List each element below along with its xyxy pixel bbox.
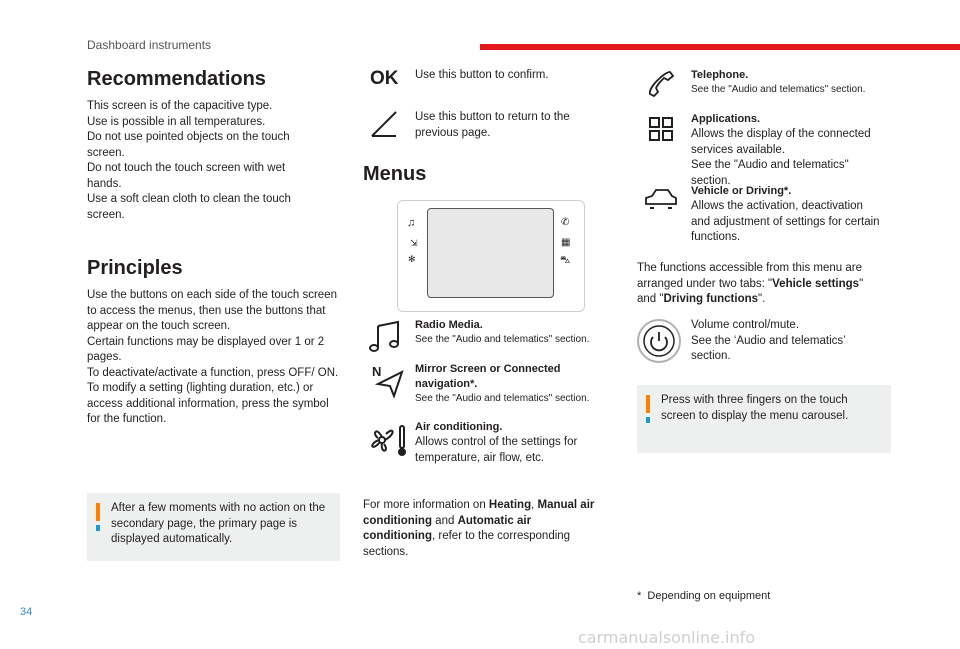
menus-heading: Menus: [363, 163, 427, 185]
principles-text: [87, 288, 345, 428]
more-info-comma: ,: [531, 499, 538, 511]
menu-item-air-conditioning: [415, 420, 615, 466]
principles-paragraph: To modify a setting (lighting duration, etc.) or access additional information, press the symbol for the function.: [87, 382, 329, 425]
menu-item-vehicle: [691, 184, 883, 246]
footnote-text: Depending on equipment: [647, 590, 771, 602]
principles-paragraph: Use the buttons on each side of the touch screen to access the menus, then use the buttons that appear on the touch screen.: [87, 289, 337, 332]
rec-line: Use is possible in all temperatures.: [87, 115, 266, 128]
recommendations-heading: Recommendations: [87, 68, 266, 90]
menu-item-sub: See the "Audio and telematics" section.: [415, 393, 590, 404]
note-marker-icon: [96, 503, 100, 521]
air-conditioning-icon: [368, 420, 408, 460]
recommendations-text: [87, 99, 319, 223]
applications-icon: [648, 116, 674, 142]
vehicle-icon: [644, 186, 678, 212]
telephone-icon: [646, 68, 676, 98]
principles-paragraph: To deactivate/activate a function, press OFF/ ON.: [87, 366, 339, 379]
tab-driving-functions: Driving functions: [663, 293, 759, 305]
music-note-icon: [368, 318, 404, 354]
menu-item-sub: Allows control of the settings for temperature, air flow, etc.: [415, 436, 578, 464]
tabs-mid: " and ": [637, 277, 864, 305]
menu-item-line: Allows the display of the connected services available.: [691, 128, 871, 156]
menu-item-sub: See the "Audio and telematics" section.: [415, 334, 590, 345]
touchscreen-illustration: [397, 200, 585, 312]
page-number: 34: [20, 606, 33, 618]
rec-line: Use a soft clean cloth to clean the touch screen.: [87, 193, 291, 221]
carousel-note: [637, 385, 891, 453]
principles-note-text: After a few moments with no action on the secondary page, the primary page is displayed automatically.: [111, 502, 326, 545]
principles-note: [87, 493, 340, 561]
back-description: Use this button to return to the previous page.: [415, 111, 570, 139]
menu-item-applications: [691, 112, 881, 189]
header-title: Dashboard instruments: [87, 38, 212, 52]
mirror-screen-icon: ⇲: [410, 238, 418, 248]
volume-control: [691, 318, 876, 365]
volume-power-knob-icon: [636, 318, 682, 364]
menu-item-sub: See the "Audio and telematics" section.: [691, 84, 866, 95]
more-info-auto: Automatic air conditioning: [363, 514, 532, 542]
menu-item-title: Air conditioning.: [415, 421, 503, 433]
carousel-note-text: Press with three fingers on the touch screen to display the menu carousel.: [661, 394, 849, 422]
principles-heading: Principles: [87, 257, 183, 279]
ok-description: Use this button to confirm.: [415, 69, 549, 81]
footnote: [637, 590, 770, 602]
more-info-manual: Manual air conditioning: [363, 499, 595, 527]
volume-title: Volume control/mute.: [691, 319, 800, 331]
menu-item-telephone: [691, 68, 901, 97]
screen-display: [427, 208, 554, 298]
rec-line: Do not touch the touch screen with wet hands.: [87, 162, 286, 190]
menu-item-line: See the "Audio and telematics" section.: [691, 159, 849, 187]
svg-text:N: N: [372, 364, 382, 379]
rec-line: Do not use pointed objects on the touch screen.: [87, 131, 290, 159]
menu-item-sub: Allows the activation, deactivation and adjustment of settings for certain functions.: [691, 200, 880, 243]
menu-item-title: Applications.: [691, 113, 761, 125]
principles-paragraph: Certain functions may be displayed over 1 or 2 pages.: [87, 335, 325, 363]
menu-item-title: Mirror Screen or Connected navigation*.: [415, 363, 561, 390]
more-info-suffix: , refer to the corresponding sections.: [363, 530, 571, 558]
note-marker-icon: [646, 395, 650, 413]
ok-icon: OK: [370, 68, 399, 89]
tab-vehicle-settings: Vehicle settings: [772, 277, 860, 290]
header-accent-bar: [480, 44, 960, 50]
vehicle-icon: ⛍: [560, 255, 571, 266]
menu-item-mirror: [415, 362, 625, 406]
mirror-screen-icon: [370, 362, 406, 398]
back-arrow-icon: [368, 110, 400, 140]
note-marker-icon: [646, 417, 650, 423]
music-note-icon: ♫: [407, 217, 416, 229]
menu-item-title: Telephone.: [691, 69, 749, 81]
tabs-prefix: The functions accessible from this menu are arranged under two tabs: ": [637, 262, 862, 290]
air-conditioning-icon: ✻: [408, 254, 416, 264]
watermark: carmanualsonline.info: [578, 628, 756, 647]
footnote-star: *: [637, 590, 642, 602]
tabs-suffix: ".: [758, 293, 766, 305]
note-marker-icon: [96, 525, 100, 531]
more-info-and: and: [431, 514, 458, 527]
applications-icon: ▦: [561, 237, 571, 248]
tabs-text: [637, 261, 885, 308]
menu-item-title: Radio Media.: [415, 319, 483, 331]
rec-line: This screen is of the capacitive type.: [87, 100, 273, 112]
menu-item-title: Vehicle or Driving*.: [691, 185, 792, 197]
menu-item-radio: [415, 318, 625, 347]
more-info-prefix: For more information on: [363, 499, 489, 511]
telephone-icon: ✆: [561, 217, 570, 228]
more-info-heating: Heating: [488, 499, 532, 511]
more-info-text: [363, 498, 598, 560]
volume-sub: See the ‘Audio and telematics’ section.: [691, 334, 846, 362]
